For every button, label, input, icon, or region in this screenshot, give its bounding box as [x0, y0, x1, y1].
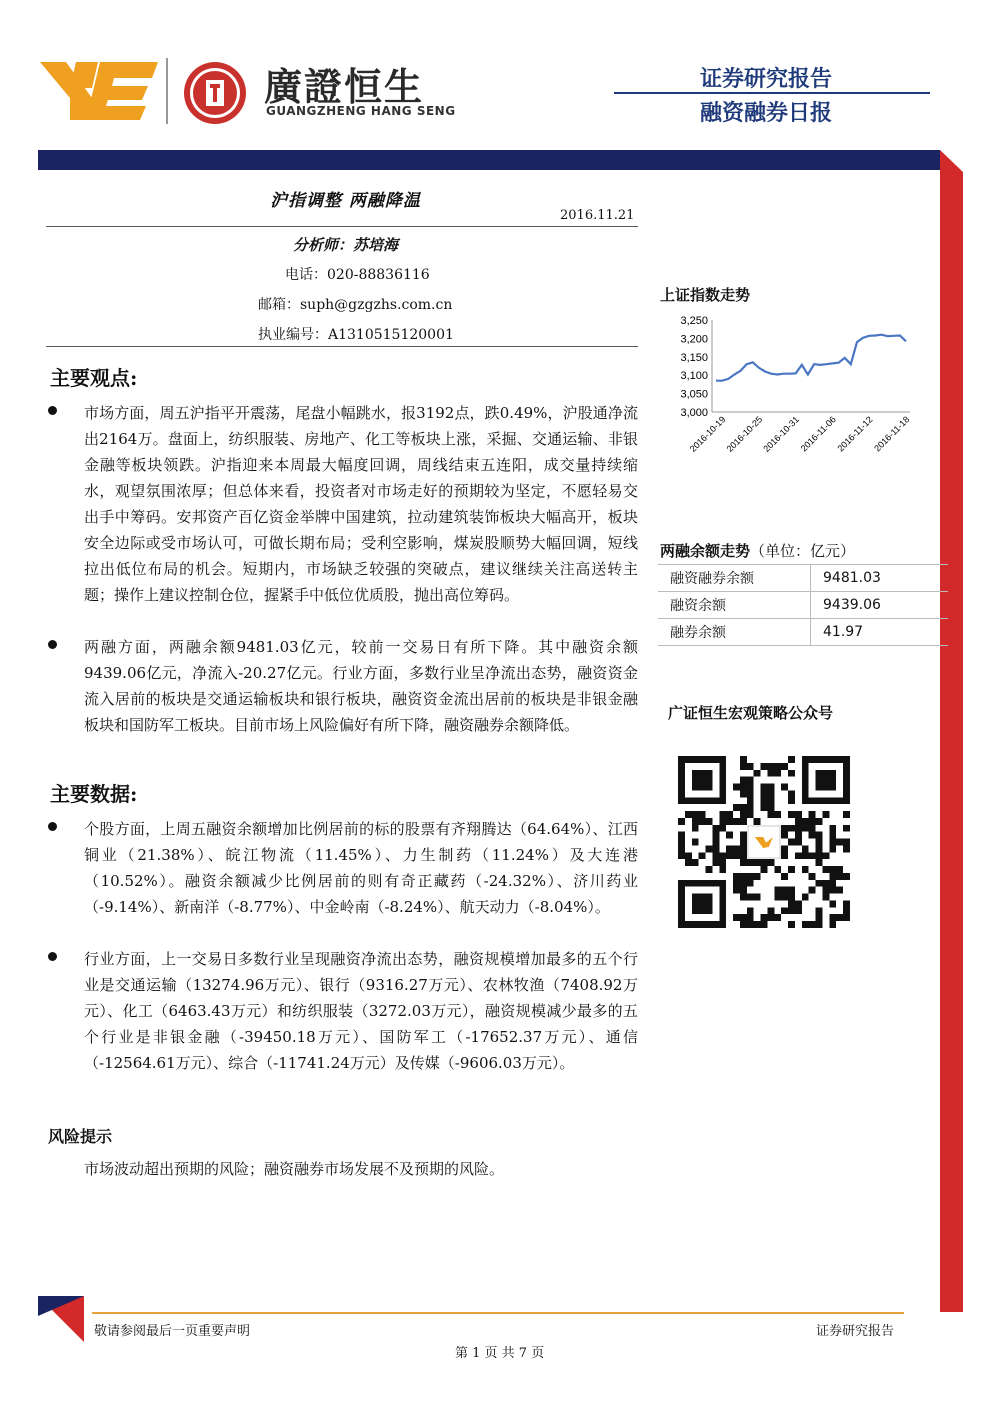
table-cell-label: 融资融券余额 — [658, 565, 811, 592]
footer-rule — [92, 1312, 904, 1314]
divider — [46, 346, 638, 347]
report-name: 融资融券日报 — [700, 101, 833, 126]
qr-code-icon — [678, 756, 850, 928]
x-tick-label: 2016-11-12 — [835, 414, 875, 454]
y-tick-label: 3,150 — [680, 351, 708, 364]
wechat-title: 广证恒生宏观策略公众号 — [668, 704, 834, 722]
risk-title: 风险提示 — [48, 1127, 113, 1146]
bullet-text: 市场方面，周五沪指平开震荡，尾盘小幅跳水，报3192点，跌0.49%，沪股通净流出2164万。盘面上，纺织服装、房地产、化工等板块上涨，采掘、交通运输、非银金融等板块领跌。沪指迎来本周最大幅度回调，周线结束五连阳，成交量持续缩水，观望氛围浓厚；但总体来看，投资者对市场走好的预期较为坚定，不愿轻易交出手中筹码。安邦资产百亿资金举牌中国建筑，拉动建筑装饰板块大幅高开，板块安全边际或受市场认可，可做长期布局；受利空影响，煤炭股顺势大幅回调，短线拉出低位布局的机会。短期内，市场缺乏较强的突破点，建议继续关注高送转主题；操作上建议控制仓位，握紧手中低位优质股，抛出高位筹码。 — [84, 404, 638, 604]
table-cell-label: 融资余额 — [658, 592, 811, 619]
bullet-text: 行业方面，上一交易日多数行业呈现融资净流出态势，融资规模增加最多的五个行业是交通运输（13274.96万元）、银行（9316.27万元）、农林牧渔（7408.92万元）、化工（6463.43万元）和纺织服装（3272.03万元），融资规模减少最多的五个行业是非银金融（-39450.18万元）、国防军工（-17652.37万元）、通信（-12564.61万元）、综合（-11741.24万元）及传媒（-9606.03万元）。 — [84, 950, 638, 1072]
report-date: 2016.11.21 — [560, 208, 635, 223]
x-tick-label: 2016-10-19 — [687, 414, 728, 454]
ye-logo-icon — [40, 58, 160, 122]
brand-name-cn: 廣證恒生 — [264, 65, 425, 109]
page-number: 第 1 页 共 7 页 — [455, 1346, 545, 1361]
header-navy-bar — [38, 150, 940, 170]
y-axis — [680, 315, 712, 419]
gzhs-seal-icon — [182, 60, 248, 126]
report-header-rule — [614, 92, 930, 94]
series-line — [716, 335, 906, 381]
y-tick-label: 3,100 — [680, 370, 708, 383]
bullet-text: 两融方面，两融余额9481.03亿元，较前一交易日有所下降。其中融资余额9439.06亿元，净流入-20.27亿元。行业方面，多数行业呈净流出态势，融资资金流入居前的板块是交通运输板块和银行板块，融资资金流出居前的板块是非银金融板块和国防军工板块。目前市场上风险偏好有所下降，融资融券余额降低。 — [84, 638, 638, 734]
analyst-license: 执业编号：A1310515120001 — [258, 327, 454, 343]
analyst-email: 邮箱：suph@gzgzhs.com.cn — [258, 297, 453, 313]
analyst-phone: 电话：020-88836116 — [285, 267, 430, 283]
x-tick-label: 2016-11-18 — [872, 414, 912, 454]
table-cell-value: 9481.03 — [811, 565, 949, 592]
section-title-main-views: 主要观点: — [50, 366, 138, 390]
margin-unit: （单位：亿元） — [750, 542, 856, 560]
bullet-icon — [48, 822, 57, 831]
list-item — [48, 816, 638, 920]
table-cell-label: 融券余额 — [658, 619, 811, 646]
footer-corner-icon — [38, 1296, 84, 1342]
bullet-text: 个股方面，上周五融资余额增加比例居前的标的股票有齐翔腾达（64.64%）、江西铜业（21.38%）、皖江物流（11.45%）、力生制药（11.24%）及大连港（10.52%）。融资余额减少比例居前的则有奇正藏药（-24.32%）、济川药业（-9.14%）、新南洋（-8.77%）、中金岭南（-8.24%）、航天动力（-8.04%）。 — [84, 820, 638, 916]
list-item — [48, 634, 638, 738]
list-item — [48, 400, 638, 608]
bullet-icon — [48, 640, 57, 649]
x-tick-label: 2016-11-06 — [798, 414, 838, 454]
divider — [46, 226, 638, 227]
margin-balance-title — [660, 540, 855, 561]
report-title: 沪指调整 两融降温 — [270, 191, 421, 211]
analyst-name: 分析师：苏培海 — [293, 236, 399, 254]
side-red-bar — [940, 172, 963, 1312]
footer-report-label: 证券研究报告 — [816, 1324, 895, 1339]
y-tick-label: 3,050 — [680, 388, 708, 401]
y-tick-label: 3,000 — [680, 407, 708, 419]
table-row — [658, 619, 948, 646]
logo-divider — [166, 58, 168, 124]
report-type: 证券研究报告 — [700, 67, 833, 92]
margin-balance-table — [658, 564, 948, 646]
table-row — [658, 565, 948, 592]
y-tick-label: 3,250 — [680, 315, 708, 327]
table-cell-value: 41.97 — [811, 619, 949, 646]
bullet-icon — [48, 406, 57, 415]
bullet-icon — [48, 952, 57, 961]
risk-text: 市场波动超出预期的风险；融资融券市场发展不及预期的风险。 — [84, 1160, 505, 1178]
margin-title-text: 两融余额走势 — [660, 542, 751, 560]
x-tick-label: 2016-10-25 — [724, 414, 765, 454]
x-axis — [688, 412, 912, 454]
brand-name-en: GUANGZHENG HANG SENG — [266, 104, 456, 118]
sh-index-chart — [660, 310, 920, 470]
footer-disclaimer: 敬请参阅最后一页重要声明 — [94, 1324, 251, 1339]
table-cell-value: 9439.06 — [811, 592, 949, 619]
x-tick-label: 2016-10-31 — [761, 414, 802, 454]
list-item — [48, 946, 638, 1076]
chart-title: 上证指数走势 — [660, 286, 751, 304]
section-title-main-data: 主要数据: — [50, 782, 138, 806]
table-row — [658, 592, 948, 619]
y-tick-label: 3,200 — [680, 333, 708, 346]
side-bar-corner — [940, 150, 963, 172]
